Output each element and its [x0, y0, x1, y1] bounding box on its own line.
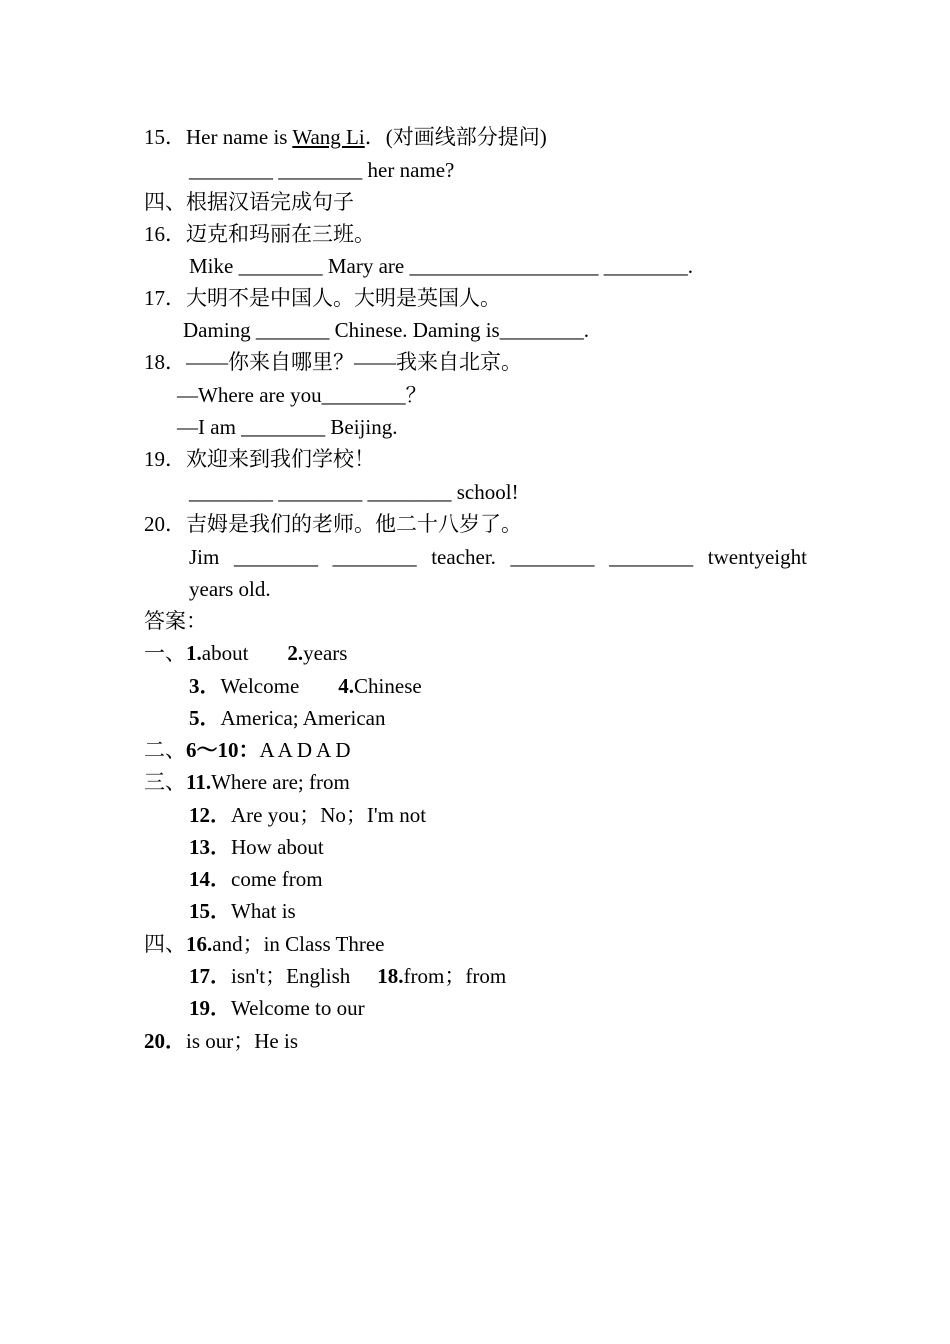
question-number: 20．: [144, 512, 186, 536]
answer-text: Welcome: [220, 674, 300, 698]
text-part: Jim: [189, 545, 220, 569]
answer-text: isn't；English: [231, 964, 351, 988]
answer-text: Chinese: [354, 674, 422, 698]
underlined-text: Wang Li: [292, 125, 365, 149]
answer-row: [189, 899, 296, 923]
answer-text: Welcome to our: [231, 996, 365, 1020]
section-prefix: 一、: [144, 641, 186, 665]
answer-row: [144, 1029, 298, 1053]
section-prefix: 二、: [144, 738, 186, 762]
question-20: [144, 512, 522, 536]
question-number: 16．: [144, 222, 186, 246]
section-prefix: 三、: [144, 770, 186, 794]
answer-number: 16.: [186, 932, 213, 956]
answer-number: 5．: [189, 706, 221, 730]
english-blank-line: —I am ________ Beijing.: [177, 415, 398, 439]
blank: ________: [233, 545, 318, 569]
section-title: 四、根据汉语完成句子: [144, 190, 354, 214]
answer-number: 2.: [287, 641, 304, 665]
section-prefix: 四、: [144, 932, 186, 956]
answers-title: 答案：: [144, 609, 207, 633]
answer-number: 6～10：: [186, 738, 260, 762]
blank: ________: [332, 545, 417, 569]
blank: ________: [510, 545, 595, 569]
chinese-prompt: 欢迎来到我们学校！: [186, 447, 375, 471]
question-number: 15．: [144, 125, 186, 149]
answer-text: years: [303, 641, 348, 665]
english-blank-line: ________ ________ ________ school!: [189, 480, 519, 504]
answer-text: Where are; from: [211, 770, 350, 794]
answer-text: is our；He is: [186, 1029, 298, 1053]
answer-number: 12．: [189, 803, 231, 827]
answer-number: 14．: [189, 867, 231, 891]
text-part: teacher.: [431, 545, 496, 569]
question-19: [144, 447, 375, 471]
answer-row: [189, 674, 422, 698]
answer-row: [189, 964, 506, 988]
english-blank-line: Mike ________ Mary are __________________ ________.: [189, 254, 693, 278]
answer-row: [144, 770, 350, 794]
answer-text: America; American: [220, 706, 386, 730]
answer-blank-line: ________ ________ her name?: [189, 158, 455, 182]
answer-text: and；in Class Three: [212, 932, 385, 956]
answer-number: 19．: [189, 996, 231, 1020]
question-18: [144, 350, 522, 374]
answer-number: 17．: [189, 964, 231, 988]
question-number: 19．: [144, 447, 186, 471]
chinese-prompt: ——你来自哪里？——我来自北京。: [186, 350, 522, 374]
english-blank-line: —Where are you________？: [177, 383, 427, 407]
answer-number: 1.: [186, 641, 202, 665]
question-17: [144, 286, 501, 310]
answer-text: from；from: [403, 964, 507, 988]
answer-row: [144, 738, 351, 762]
chinese-prompt: 吉姆是我们的老师。他二十八岁了。: [186, 512, 522, 536]
answer-number: 4.: [338, 674, 355, 698]
answer-text: come from: [231, 867, 323, 891]
answer-number: 3．: [189, 674, 221, 698]
question-text: Her name is: [186, 125, 293, 149]
answer-text: How about: [231, 835, 324, 859]
english-blank-line: Daming _______ Chinese. Daming is________.: [183, 318, 589, 342]
text-part: twentyeight: [707, 545, 807, 569]
answer-text: A A D A D: [259, 738, 351, 762]
question-16: [144, 222, 375, 246]
english-blank-line: [189, 545, 807, 569]
answer-row: [144, 641, 347, 665]
answer-number: 20．: [144, 1029, 186, 1053]
answer-number: 11.: [186, 770, 212, 794]
chinese-prompt: 迈克和玛丽在三班。: [186, 222, 375, 246]
blank: ________: [609, 545, 694, 569]
answer-text: What is: [231, 899, 296, 923]
answer-number: 15．: [189, 899, 231, 923]
answer-text: about: [201, 641, 249, 665]
answer-number: 13．: [189, 835, 231, 859]
answer-row: [189, 803, 426, 827]
question-instruction: ．(对画线部分提问): [364, 125, 547, 149]
answer-row: [189, 996, 365, 1020]
answer-row: [144, 932, 385, 956]
chinese-prompt: 大明不是中国人。大明是英国人。: [186, 286, 501, 310]
answer-text: Are you；No；I'm not: [231, 803, 427, 827]
answer-row: [189, 706, 386, 730]
question-15: [144, 125, 547, 149]
answer-number: 18.: [377, 964, 404, 988]
question-number: 17．: [144, 286, 186, 310]
question-number: 18．: [144, 350, 186, 374]
answer-row: [189, 835, 324, 859]
answer-row: [189, 867, 323, 891]
english-continuation: years old.: [189, 577, 271, 601]
